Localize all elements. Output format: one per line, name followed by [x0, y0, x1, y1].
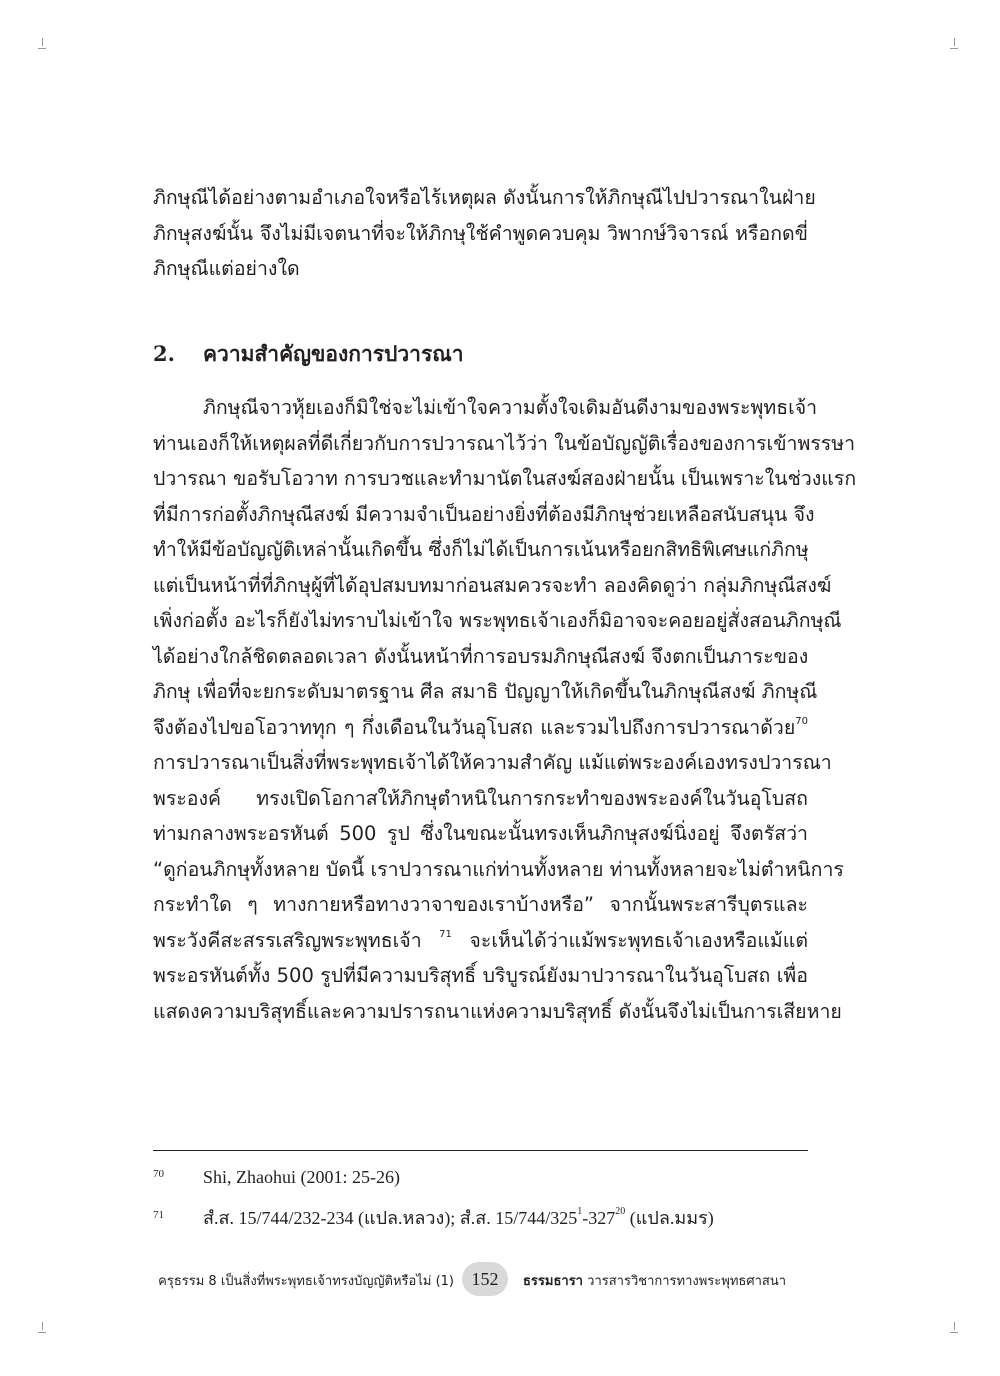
footnote-text: (แปล.มมร): [625, 1208, 714, 1228]
page-footer: [0, 1262, 1000, 1296]
footnote: [153, 1167, 400, 1188]
text-line: การปวารณาเป็นสิ่งที่พระพุทธเจ้าได้ให้ความสำคัญ แม้แต่พระองค์เองทรงปวารณา: [153, 751, 832, 774]
text-line: พระองค์ ทรงเปิดโอกาสให้ภิกษุตำหนิในการกระทำของพระองค์ในวันอุโบสถ: [153, 786, 808, 810]
text-line: ที่มีการก่อตั้งภิกษุณีสงฆ์ มีความจำเป็นอย่างยิ่งที่ต้องมีภิกษุช่วยเหลือสนับสนุน จึง: [153, 502, 815, 526]
text-line: ได้อย่างใกล้ชิดตลอดเวลา ดังนั้นหน้าที่การอบรมภิกษุณีสงฆ์ จึงตกเป็นภาระของ: [153, 644, 809, 668]
line-text: จึงต้องไปขอโอวาททุก ๆ กึ่งเดือนในวันอุโบสถ และรวมไปถึงการปวารณาด้วย: [153, 715, 796, 739]
footnote-text: สํ.ส. 15/744/232-234 (แปล.หลวง); สํ.ส. 15/744/325: [203, 1208, 578, 1228]
text-line: [153, 710, 808, 746]
text-line: ท่ามกลางพระอรหันต์ 500 รูป ซึ่งในขณะนั้นทรงเห็นภิกษุสงฆ์นิ่งอยู่ จึงตรัสว่า: [153, 822, 808, 845]
text-line: “ดูก่อนภิกษุทั้งหลาย บัดนี้ เราปวารณาแก่ท่านทั้งหลาย ท่านทั้งหลายจะไม่ตำหนิการ: [153, 857, 844, 881]
text-line: กระทำใด ๆ ทางกายหรือทางวาจาของเราบ้างหรือ” จากนั้นพระสารีบุตรและ: [153, 893, 808, 916]
text-line: เพิ่งก่อตั้ง อะไรก็ยังไม่ทราบไม่เข้าใจ พระพุทธเจ้าเองก็มิอาจจะคอยอยู่สั่งสอนภิกษุณี: [153, 609, 842, 632]
footnote-number: 71: [153, 1209, 164, 1221]
footnote-number: 70: [153, 1168, 164, 1180]
footnote-divider: [153, 1150, 808, 1151]
page-number: 152: [462, 1262, 508, 1296]
text-line: พระอรหันต์ทั้ง 500 รูปที่มีความบริสุทธิ์ บริบูรณ์ยังมาปวารณาในวันอุโบสถ เพื่อ: [153, 964, 808, 987]
text-line: ภิกษุณีแต่อย่างใด: [153, 257, 300, 280]
footnote: [153, 1203, 714, 1232]
text-line: ท่านเองก็ให้เหตุผลที่ดีเกี่ยวกับการปวารณาไว้ว่า ในข้อบัญญัติเรื่องของการเข้าพรรษา: [153, 431, 856, 455]
footnote-text: Shi, Zhaohui (2001: 25-26): [203, 1167, 400, 1187]
text-line: [153, 923, 808, 959]
footnote-sup: 1: [577, 1206, 583, 1217]
crop-mark: [950, 38, 960, 48]
text-line: ภิกษุณีจาวหุ้ยเองก็มิใช่จะไม่เข้าใจความตั้งใจเดิมอันดีงามของพระพุทธเจ้า: [203, 396, 818, 419]
main-paragraph: [153, 390, 857, 1029]
line-text: พระวังคีสะสรรเสริญพระพุทธเจ้า: [153, 928, 422, 952]
text-line: ปวารณา ขอรับโอวาท การบวชและทำมานัตในสงฆ์สองฝ่ายนั้น เป็นเพราะในช่วงแรก: [153, 467, 857, 490]
footnote-sup: 20: [615, 1206, 626, 1217]
text-line: ภิกษุณีได้อย่างตามอำเภอใจหรือไร้เหตุผล ดังนั้นการให้ภิกษุณีไปปวารณาในฝ่าย: [153, 186, 816, 209]
crop-mark: [38, 1322, 48, 1332]
footer-journal: [523, 1270, 786, 1291]
crop-mark: [38, 38, 48, 48]
line-text: จะเห็นได้ว่าแม้พระพุทธเจ้าเองหรือแม้แต่: [469, 928, 809, 952]
section-title: ความสำคัญของการปวารณา: [203, 341, 464, 366]
text-line: ภิกษุสงฆ์นั้น จึงไม่มีเจตนาที่จะให้ภิกษุใช้คำพูดควบคุม วิพากษ์วิจารณ์ หรือกดขี่: [153, 221, 808, 245]
section-heading: [153, 338, 808, 371]
section-number: 2.: [153, 341, 175, 366]
text-line: แสดงความบริสุทธิ์และความปรารถนาแห่งความบริสุทธิ์ ดังนั้นจึงไม่เป็นการเสียหาย: [153, 999, 842, 1023]
crop-mark: [950, 1322, 960, 1332]
footer-article-title: ครุธรรม 8 เป็นสิ่งที่พระพุทธเจ้าทรงบัญญัติหรือไม่ (1): [158, 1274, 454, 1289]
intro-paragraph: [153, 180, 816, 287]
footnote-text: -327: [582, 1208, 616, 1228]
footnote-ref: 71: [439, 928, 452, 940]
journal-subtitle: วารสารวิชาการทางพระพุทธศาสนา: [587, 1274, 787, 1289]
text-line: ทำให้มีข้อบัญญัติเหล่านั้นเกิดขึ้น ซึ่งก็ไม่ได้เป็นการเน้นหรือยกสิทธิพิเศษแก่ภิกษุ: [153, 538, 809, 561]
text-line: ภิกษุ เพื่อที่จะยกระดับมาตรฐาน ศีล สมาธิ ปัญญาให้เกิดขึ้นในภิกษุณีสงฆ์ ภิกษุณี: [153, 680, 818, 703]
footnote-ref: 70: [795, 715, 808, 727]
journal-name: ธรรมธารา: [523, 1274, 583, 1289]
text-line: แต่เป็นหน้าที่ที่ภิกษุผู้ที่ได้อุปสมบทมาก่อนสมควรจะทำ ลองคิดดูว่า กลุ่มภิกษุณีสงฆ์: [153, 573, 832, 597]
